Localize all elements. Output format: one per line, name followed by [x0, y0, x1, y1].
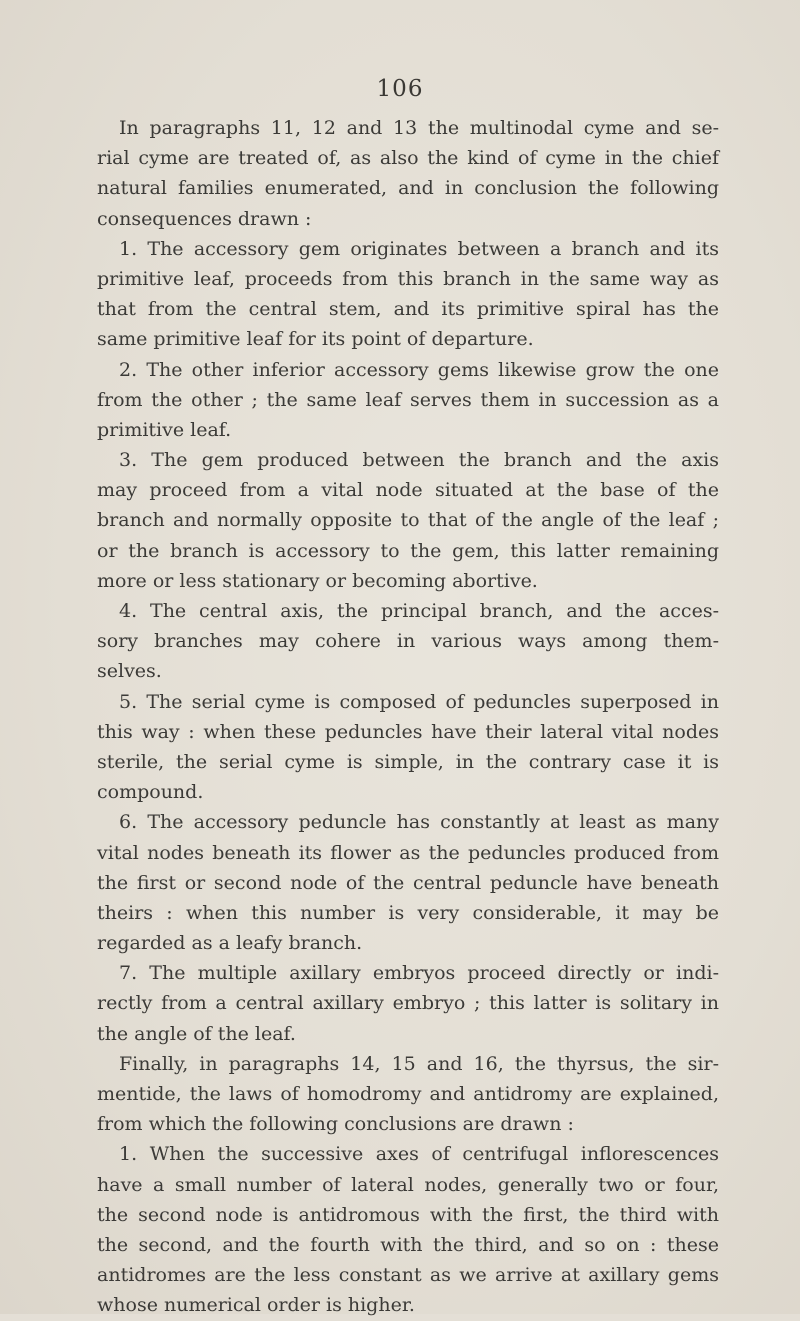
text-line: antidromes are the less constant as we arrive at axillary gems — [97, 1264, 719, 1287]
text-line: sterile, the serial cyme is simple, in the contrary case it is — [97, 750, 719, 773]
text-line: Finally, in paragraphs 14, 15 and 16, the thyrsus, the sir- — [119, 1052, 719, 1075]
text-line: 5. The serial cyme is composed of peduncles superposed in — [119, 690, 719, 713]
text-line: 7. The multiple axillary embryos proceed directly or indi- — [119, 962, 719, 985]
text-line: primitive leaf, proceeds from this branch in the same way as — [97, 267, 719, 290]
text-line: the second, and the fourth with the third, and so on : these — [97, 1233, 719, 1256]
text-line: vital nodes beneath its flower as the peduncles produced from — [97, 841, 719, 864]
text-line: the first or second node of the central peduncle have beneath — [97, 871, 719, 894]
text-line: regarded as a leafy branch. — [97, 932, 363, 955]
text-line: the angle of the leaf. — [97, 1022, 296, 1045]
text-line: more or less stationary or becoming abortive. — [97, 569, 538, 592]
text-line: selves. — [97, 660, 162, 683]
text-line: sory branches may cohere in various ways among them- — [97, 630, 719, 653]
text-line: from the other ; the same leaf serves them in succession as a — [97, 388, 719, 411]
text-line: same primitive leaf for its point of departure. — [97, 328, 534, 351]
text-line: the second node is antidromous with the first, the third with — [97, 1203, 719, 1226]
text-line: 3. The gem produced between the branch and the axis — [119, 449, 719, 472]
text-line: theirs : when this number is very considerable, it may be — [97, 901, 719, 924]
text-line: have a small number of lateral nodes, generally two or four, — [97, 1173, 719, 1196]
text-line: whose numerical order is higher. — [97, 1294, 415, 1317]
text-line: 4. The central axis, the principal branch, and the acces- — [119, 600, 719, 622]
text-line: or the branch is accessory to the gem, this latter remaining — [97, 539, 719, 562]
text-line: may proceed from a vital node situated at the base of the — [97, 479, 719, 502]
text-line: from which the following conclusions are drawn : — [97, 1113, 574, 1136]
text-line: In paragraphs 11, 12 and 13 the multinodal cyme and se- — [119, 117, 719, 139]
text-line: this way : when these peduncles have their lateral vital nodes — [97, 720, 719, 743]
page-number: 106 — [376, 76, 424, 102]
text-line: compound. — [97, 781, 204, 804]
text-line: 2. The other inferior accessory gems likewise grow the one — [119, 358, 719, 381]
text-line: that from the central stem, and its primitive spiral has the — [97, 298, 719, 321]
text-line: primitive leaf. — [97, 418, 232, 441]
body-text — [97, 113, 719, 1321]
text-line: consequences drawn : — [97, 207, 312, 230]
text-line: 6. The accessory peduncle has constantly at least as many — [119, 811, 719, 834]
text-line: branch and normally opposite to that of the angle of the leaf ; — [97, 509, 719, 532]
text-line: natural families enumerated, and in conclusion the following — [97, 177, 719, 200]
text-line: mentide, the laws of homodromy and antidromy are explained, — [97, 1083, 719, 1105]
text-line: 1. When the successive axes of centrifugal inflorescences — [119, 1143, 719, 1166]
text-line: rectly from a central axillary embryo ; this latter is solitary in — [97, 992, 719, 1015]
text-line: rial cyme are treated of, as also the kind of cyme in the chief — [97, 147, 719, 170]
text-line: 1. The accessory gem originates between a branch and its — [119, 237, 719, 260]
